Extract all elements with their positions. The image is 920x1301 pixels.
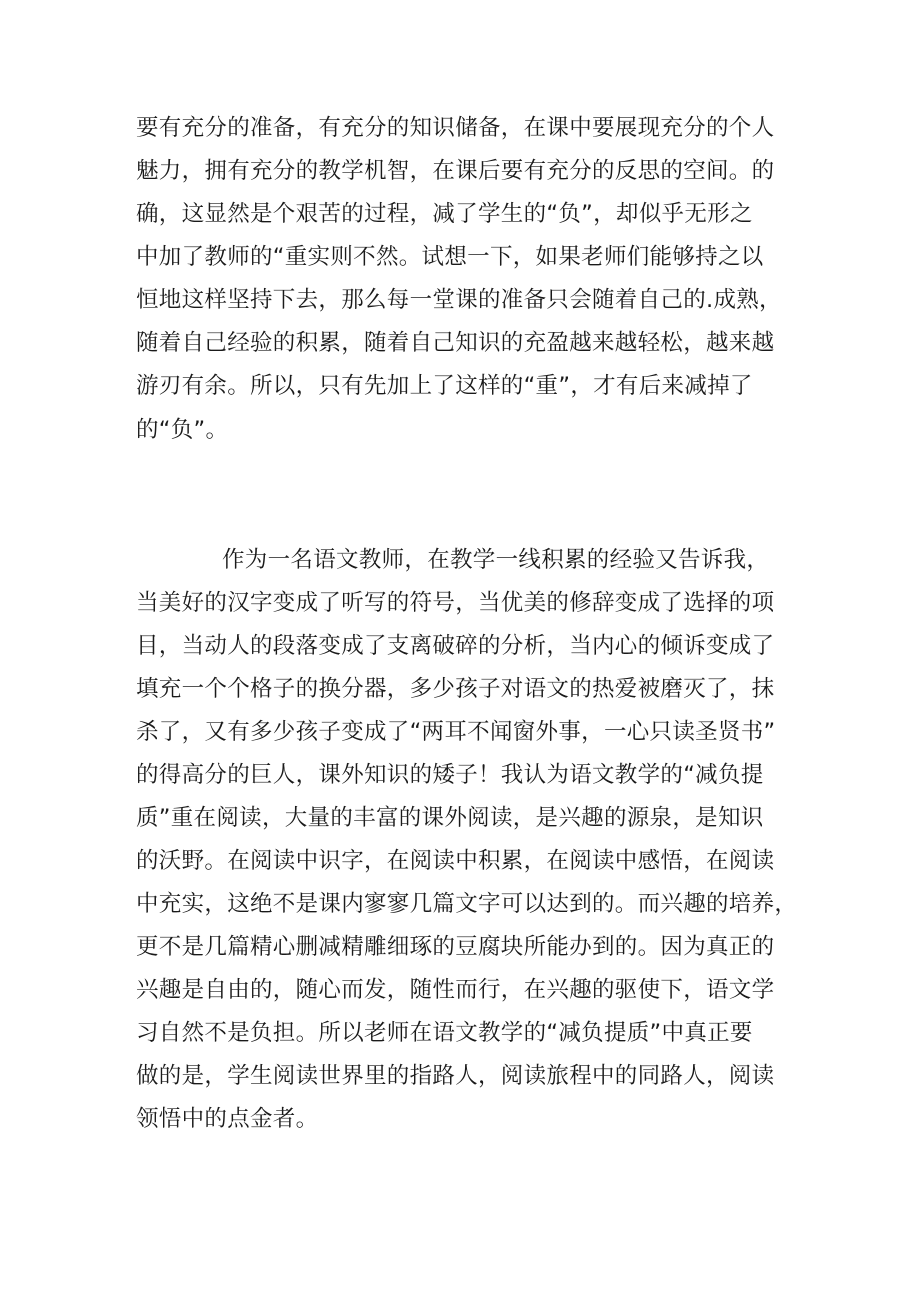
paragraph-2-line-3: 目，当动人的段落变成了支离破碎的分析，当内心的倾诉变成了 [136,633,775,659]
paragraph-1-line-6: 随着自己经验的积累，随着自己知识的充盈越来越轻松，越来越 [136,330,775,356]
paragraph-2-line-9: 中充实，这绝不是课内寥寥几篇文字可以达到的。而兴趣的培养， [136,891,798,917]
paragraph-2-line-6: 的得高分的巨人，课外知识的矮子！我认为语文教学的“减负提 [136,762,764,788]
paragraph-1-line-7: 游刃有余。所以，只有先加上了这样的“重”，才有后来减掉了 [136,373,753,399]
paragraph-2-line-14: 领悟中的点金者。 [136,1106,319,1132]
paragraph-2-line-12: 习自然不是负担。所以老师在语文教学的“减负提质”中真正要 [136,1020,753,1046]
paragraph-1-line-1: 要有充分的准备，有充分的知识储备，在课中要展现充分的个人 [136,115,775,141]
paragraph-2-line-2: 当美好的汉字变成了听写的符号，当优美的修辞变成了选择的项 [136,590,775,616]
paragraph-2-line-13: 做的是，学生阅读世界里的指路人，阅读旅程中的同路人，阅读 [136,1063,775,1089]
paragraph-1-line-5: 恒地这样坚持下去，那么每一堂课的准备只会随着自己的.成熟， [136,287,782,313]
paragraph-1-line-8: 的“负”。 [136,417,229,443]
paragraph-1-line-4: 中加了教师的“重实则不然。试想一下，如果老师们能够持之以 [136,244,764,270]
paragraph-2-line-10: 更不是几篇精心删减精雕细琢的豆腐块所能办到的。因为真正的 [136,934,775,960]
paragraph-2-line-11: 兴趣是自由的，随心而发，随性而行，在兴趣的驱使下，语文学 [136,977,775,1003]
paragraph-2-line-4: 填充一个个格子的换分器，多少孩子对语文的热爱被磨灭了，抹 [136,676,775,702]
paragraph-2-line-1: 作为一名语文教师，在教学一线积累的经验又告诉我， [222,547,770,573]
paragraph-2-line-8: 的沃野。在阅读中识字，在阅读中积累，在阅读中感悟，在阅读 [136,848,775,874]
paragraph-2-line-5: 杀了，又有多少孩子变成了“两耳不闻窗外事，一心只读圣贤书” [136,719,776,745]
paragraph-2-line-7: 质”重在阅读，大量的丰富的课外阅读，是兴趣的源泉，是知识 [136,805,764,831]
paragraph-1-line-2: 魅力，拥有充分的教学机智，在课后要有充分的反思的空间。的 [136,158,775,184]
paragraph-1-line-3: 确，这显然是个艰苦的过程，减了学生的“负”，却似乎无形之 [136,201,753,227]
